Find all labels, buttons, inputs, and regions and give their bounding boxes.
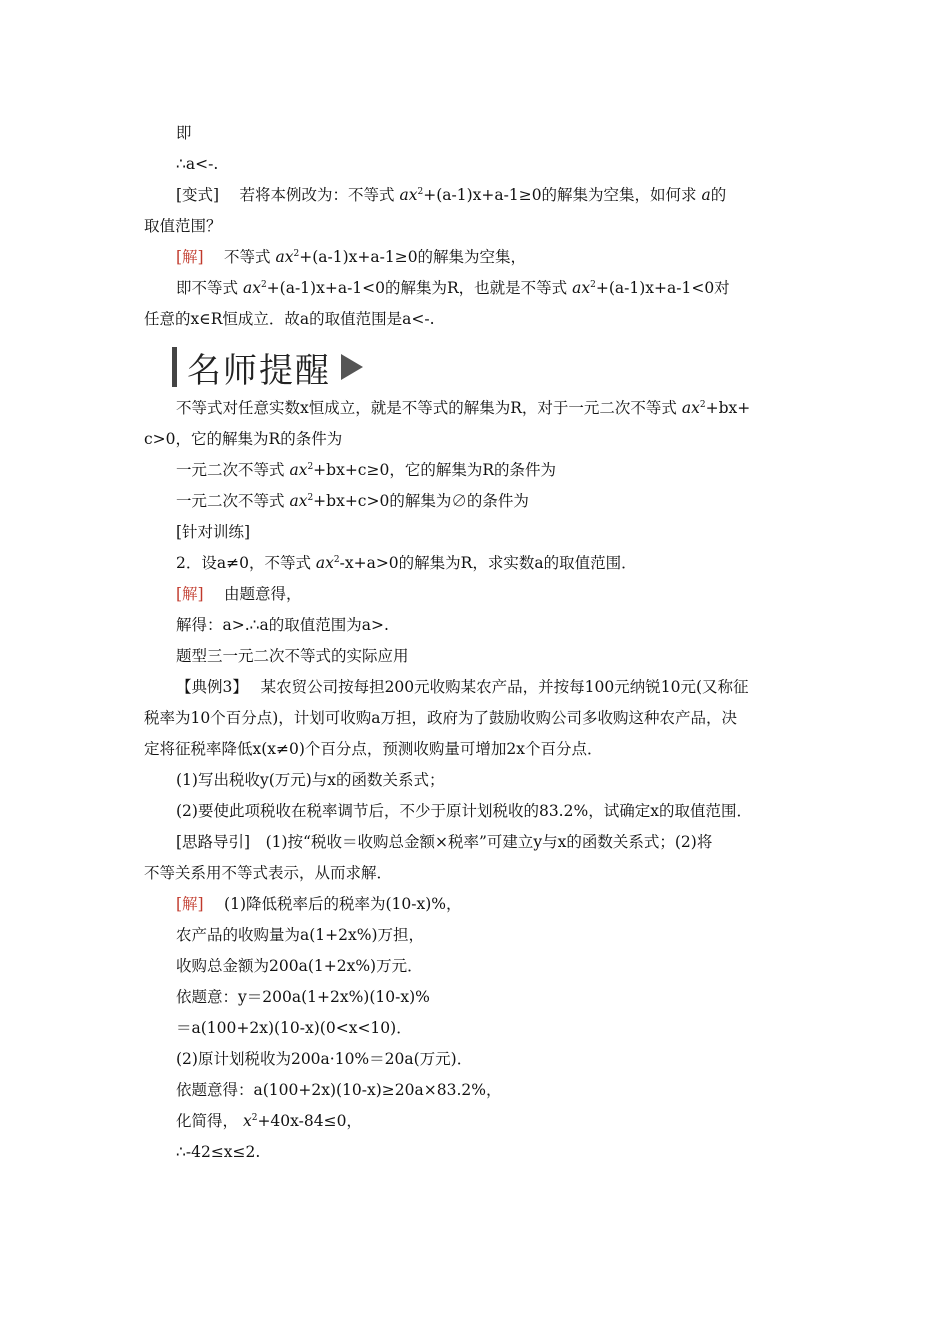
example-tag: 【典例3】 — [176, 678, 241, 696]
text-line — [144, 1106, 808, 1137]
solution-line — [144, 242, 808, 273]
solution-tag: [解] — [176, 895, 204, 913]
text-span: 不等式对任意实数x恒成立，就是不等式的解集为R，对于一元二次不等式 — [176, 399, 677, 417]
type-title: 题型三一元二次不等式的实际应用 — [176, 647, 409, 665]
document-page — [144, 118, 808, 1168]
text-line: (1)写出税收y(万元)与x的函数关系式； — [176, 771, 445, 789]
text-span: 由题意得， — [224, 585, 302, 603]
guide-line: 不等关系用不等式表示，从而求解． — [144, 864, 393, 882]
text-line: 依题意得：a(100+2x)(10-x)≥20a×83.2%， — [176, 1081, 502, 1099]
text-span: (1)降低税率后的税率为(10-x)%， — [224, 895, 462, 913]
variant-line — [144, 180, 808, 211]
text-line — [144, 273, 808, 304]
text-line: ＝a(100+2x)(10-x)(0<x<10)． — [176, 1019, 412, 1037]
text-span: 不等式 — [224, 248, 271, 266]
text-line: 收购总金额为200a(1+2x%)万元． — [176, 957, 423, 975]
tip-line — [144, 455, 808, 486]
superscript: 2 — [251, 1113, 258, 1123]
text-line: ∴a<-. — [176, 155, 219, 173]
solution-tag: [解] — [176, 248, 204, 266]
tip-line — [144, 486, 808, 517]
tip-line — [144, 393, 808, 424]
superscript: 2 — [307, 462, 314, 472]
text-line: 农产品的收购量为a(1+2x%)万担， — [176, 926, 425, 944]
text-line: (2)原计划税收为200a·10%＝20a(万元)． — [176, 1050, 473, 1068]
text-line: 解得：a>.∴a的取值范围为a>. — [176, 616, 389, 634]
superscript: 2 — [417, 187, 424, 197]
text-line: (2)要使此项税收在税率调节后，不少于原计划税收的83.2%，试确定x的取值范围． — [176, 802, 752, 820]
text-line: 依题意：y＝200a(1+2x%)(10-x)% — [176, 988, 430, 1006]
text-span: +bx+c≥0，它的解集为R的条件为 — [313, 461, 557, 479]
superscript: 2 — [699, 400, 706, 410]
math-span: ax — [289, 461, 308, 479]
math-span: ax — [681, 399, 700, 417]
text-span: +(a-1)x+a-1<0的解集为R，也就是不等式 — [266, 279, 568, 297]
heading-bar — [172, 347, 177, 387]
math-span: ax — [572, 279, 591, 297]
text-span: 的 — [710, 186, 727, 204]
superscript: 2 — [333, 555, 340, 565]
text-span: +40x-84≤0， — [257, 1112, 362, 1130]
text-span: 2．设a≠0，不等式 — [176, 554, 311, 572]
text-span: 若将本例改为：不等式 — [239, 186, 395, 204]
text-line: 任意的x∈R恒成立．故a的取值范围是a<-. — [144, 310, 435, 328]
superscript: 2 — [260, 280, 267, 290]
tip-line: c>0，它的解集为R的条件为 — [144, 430, 343, 448]
text-span: +bx+c>0的解集为∅的条件为 — [313, 492, 529, 510]
example-line — [144, 672, 808, 703]
text-line: 即 — [176, 124, 192, 142]
guide-line: [思路导引] (1)按“税收＝收购总金额×税率”可建立y与x的函数关系式；(2)将 — [176, 833, 713, 851]
solution-line — [144, 889, 808, 920]
math-span: x — [242, 1112, 252, 1130]
math-span: ax — [275, 248, 294, 266]
text-span: +(a-1)x+a-1≥0的解集为空集， — [299, 248, 527, 266]
text-span: 某农贸公司按每担200元收购某农产品，并按每100元纳锐10元(又称征 — [260, 678, 749, 696]
text-line: 定将征税率降低x(x≠0)个百分点，预测收购量可增加2x个百分点． — [144, 740, 603, 758]
text-span: 一元二次不等式 — [176, 492, 285, 510]
superscript: 2 — [307, 493, 314, 503]
text-span: +bx+ — [705, 399, 751, 417]
text-span: +(a-1)x+a-1<0对 — [595, 279, 730, 297]
text-span: 即不等式 — [176, 279, 239, 297]
text-span: 化简得， — [176, 1112, 239, 1130]
text-line: 税率为10个百分点)，计划可收购a万担，政府为了鼓励收购公司多收购这种农产品，决 — [144, 709, 738, 727]
math-span: ax — [399, 186, 418, 204]
text-span: +(a-1)x+a-1≥0的解集为空集，如何求 — [423, 186, 697, 204]
text-line: ∴-42≤x≤2. — [176, 1143, 261, 1161]
play-arrow-icon — [341, 354, 363, 380]
section-heading-text: 名师提醒 — [187, 350, 331, 391]
text-span: -x+a>0的解集为R，求实数a的取值范围． — [339, 554, 637, 572]
solution-tag: [解] — [176, 585, 204, 603]
section-heading — [172, 341, 808, 393]
training-title: [针对训练] — [176, 523, 251, 541]
math-span: a — [701, 186, 711, 204]
superscript: 2 — [293, 249, 300, 259]
math-span: ax — [315, 554, 334, 572]
math-span: ax — [289, 492, 308, 510]
text-span: 一元二次不等式 — [176, 461, 285, 479]
text-line: 取值范围？ — [144, 217, 222, 235]
superscript: 2 — [590, 280, 596, 290]
math-span: ax — [242, 279, 261, 297]
variant-tag: [变式] — [176, 186, 220, 204]
question-line — [144, 548, 808, 579]
solution-line — [144, 579, 808, 610]
